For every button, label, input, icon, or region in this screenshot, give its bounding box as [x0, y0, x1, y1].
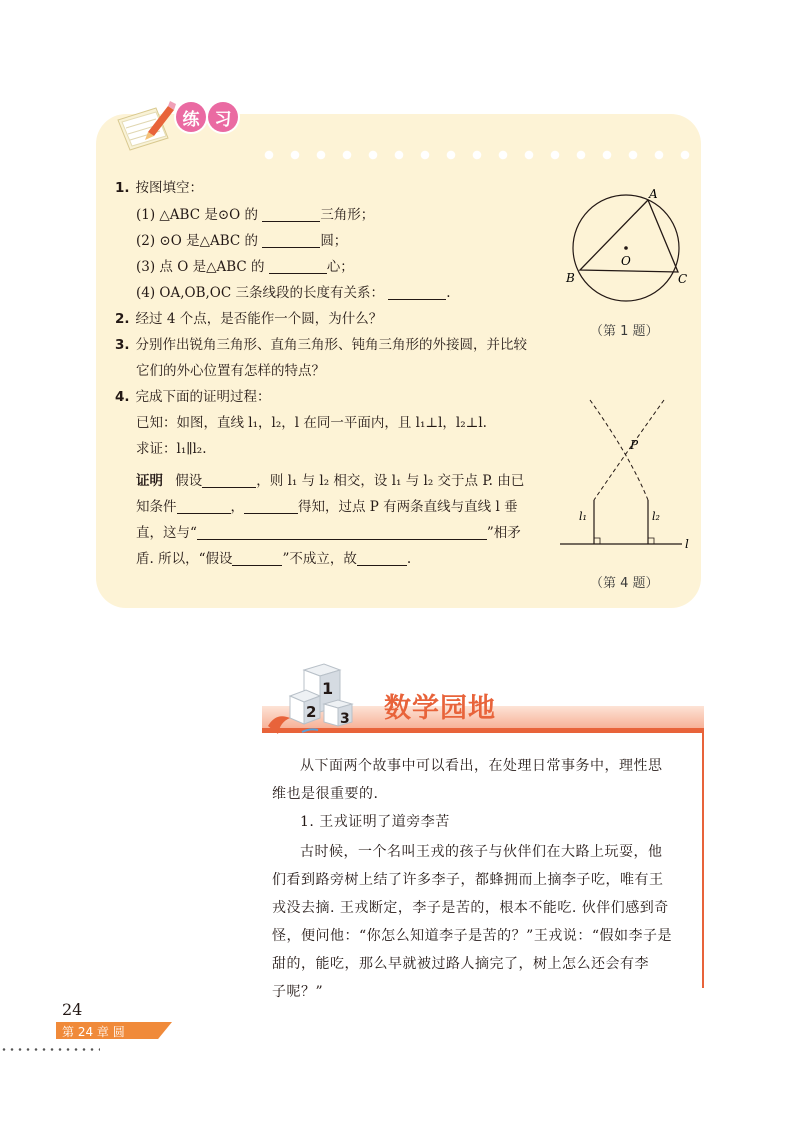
figure-1-circumcircle — [560, 186, 700, 316]
question-3-cont: 它们的外心位置有怎样的特点？ — [136, 363, 325, 379]
label-p: P — [630, 438, 639, 452]
question-1-item: (2) ⊙O 是△ABC 的 圆； — [136, 233, 348, 249]
question-2: 2. 经过 4 个点，是否能作一个圆，为什么？ — [115, 311, 383, 327]
number-cubes-icon — [262, 660, 368, 740]
pencil-notebook-icon — [112, 98, 178, 154]
garden-title: 数学园地 — [384, 693, 496, 724]
garden-intro-cont: 维也是很重要的. — [272, 786, 379, 802]
answer-blank[interactable] — [269, 258, 327, 274]
question-1-item: (3) 点 O 是△ABC 的 心； — [136, 259, 354, 275]
answer-blank[interactable] — [388, 284, 446, 300]
label-o: O — [621, 254, 631, 268]
question-1 — [115, 178, 203, 198]
answer-blank[interactable] — [357, 550, 407, 566]
answer-blank[interactable] — [244, 498, 298, 514]
answer-blank[interactable] — [262, 206, 320, 222]
question-1-item: (1) △ABC 是⊙O 的 三角形； — [136, 207, 375, 223]
proof-label: 证明 — [136, 473, 163, 489]
proof-line: 证明 假设 ，则 l₁ 与 l₂ 相交，设 l₁ 与 l₂ 交于点 P. 由已 — [136, 473, 525, 489]
story-line: 怪，便问他：“你怎么知道李子是苦的？”王戎说：“假如李子是 — [272, 928, 672, 944]
story-line: 子呢？” — [272, 984, 324, 1000]
question-4: 4. 完成下面的证明过程： — [115, 389, 271, 405]
answer-blank[interactable] — [197, 524, 487, 540]
question-4-prove: 求证：l₁∥l₂. — [136, 441, 207, 457]
proof-line: 知条件 ， 得知，过点 P 有两条直线与直线 l 垂 — [136, 499, 518, 515]
proof-line: 盾. 所以，“假设 ”不成立，故 . — [136, 551, 412, 567]
right-angle-mark — [648, 538, 654, 544]
label-b: B — [566, 271, 575, 285]
chapter-label: 第 24 章 圆 — [62, 1025, 125, 1039]
answer-blank[interactable] — [262, 232, 320, 248]
exercise-badge — [176, 100, 240, 134]
cube-number: 2 — [306, 703, 317, 721]
badge-char: 练 — [176, 102, 206, 132]
label-l2: l₂ — [652, 510, 660, 523]
answer-blank[interactable] — [202, 472, 256, 488]
label-l1: l₁ — [579, 510, 587, 523]
question-number: 1. — [115, 180, 130, 196]
label-c: C — [678, 272, 688, 286]
garden-intro: 从下面两个故事中可以看出，在处理日常事务中，理性思 — [300, 758, 663, 774]
page-number: 24 — [62, 1000, 83, 1019]
label-l: l — [685, 537, 689, 551]
question-1-intro: 按图填空： — [135, 180, 204, 196]
figure-4-lines — [560, 396, 700, 562]
garden-side-rule — [702, 730, 704, 988]
badge-char: 习 — [208, 102, 238, 132]
label-a: A — [649, 187, 658, 201]
story-line: 们看到路旁树上结了许多李子，都蜂拥而上摘李子吃，唯有王 — [272, 872, 664, 888]
footer-dotted-line — [0, 1048, 100, 1051]
cube-number: 1 — [322, 679, 334, 698]
cube-number: 3 — [340, 711, 350, 727]
story-line: 戎没去摘. 王戎断定，李子是苦的，根本不能吃. 伙伴们感到奇 — [272, 900, 669, 916]
center-point — [624, 246, 628, 250]
story-line: 甜的，能吃，那么早就被过路人摘完了，树上怎么还会有李 — [272, 956, 649, 972]
story-title: 1. 王戎证明了道旁李苦 — [300, 814, 450, 830]
figure-4-caption: （第 4 题） — [590, 576, 659, 591]
question-4-given: 已知：如图，直线 l₁，l₂，l 在同一平面内，且 l₁⊥l，l₂⊥l. — [136, 415, 487, 431]
proof-line: 直，这与“ ”相矛 — [136, 525, 521, 541]
answer-blank[interactable] — [232, 550, 282, 566]
figure-1-caption: （第 1 题） — [590, 324, 659, 339]
right-angle-mark — [594, 538, 600, 544]
question-3: 3. 分别作出锐角三角形、直角三角形、钝角三角形的外接圆，并比较 — [115, 337, 528, 353]
answer-blank[interactable] — [177, 498, 231, 514]
exercise-dotted-border — [256, 150, 696, 160]
question-1-item: (4) OA,OB,OC 三条线段的长度有关系： . — [136, 285, 451, 301]
story-line: 古时候，一个名叫王戎的孩子与伙伴们在大路上玩耍，他 — [300, 844, 663, 860]
